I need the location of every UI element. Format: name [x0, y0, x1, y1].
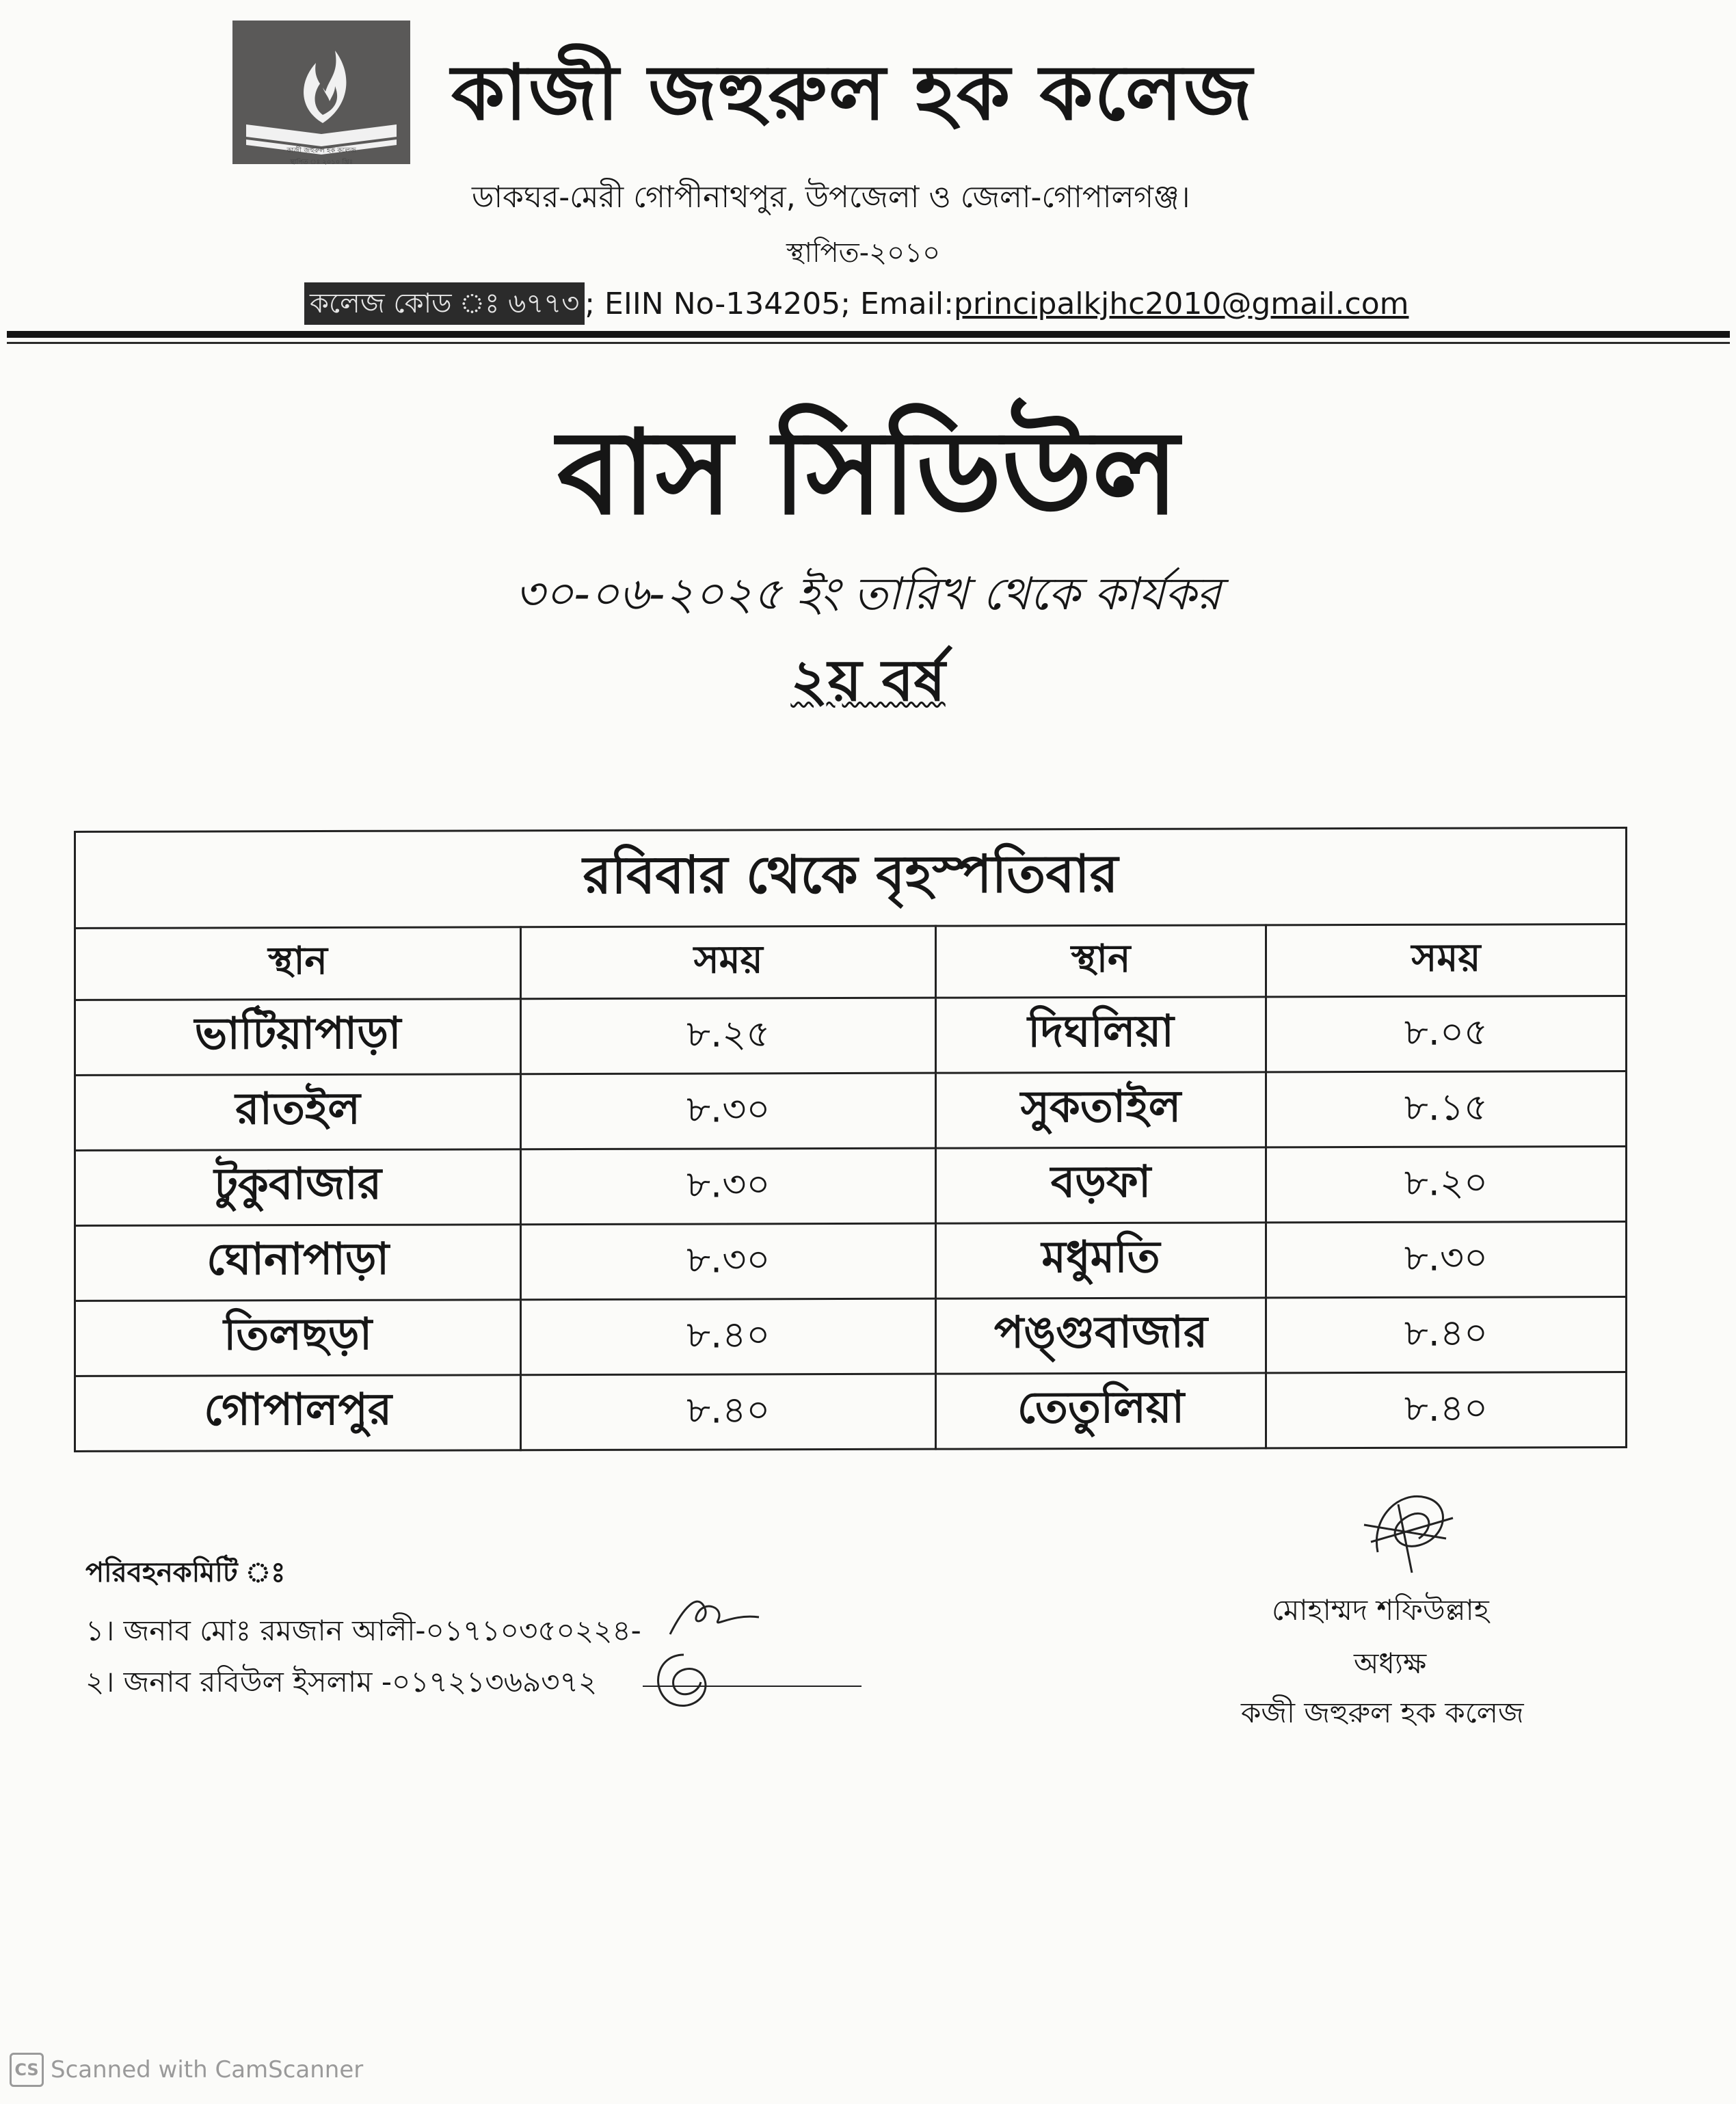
table-row — [75, 1222, 1627, 1301]
page-title: বাস সিডিউল — [557, 405, 1179, 541]
effective-date: ৩০-০৬-২০২৫ ইং তারিখ থেকে কার্যকর — [515, 568, 1221, 620]
year-label — [0, 636, 1736, 732]
table-row — [75, 996, 1627, 1076]
place-cell: টুকুবাজার — [75, 1149, 521, 1226]
place-cell: পঙ্গুবাজার — [936, 1298, 1266, 1374]
watermark-text: Scanned with CamScanner — [51, 2056, 364, 2083]
table-row — [75, 1147, 1627, 1226]
header-divider — [7, 331, 1730, 338]
column-header-place: স্থান — [936, 925, 1266, 998]
table-row — [75, 1297, 1627, 1376]
time-cell: ৮.০৫ — [1266, 996, 1626, 1072]
place-cell: ভাটিয়াপাড়া — [75, 999, 521, 1076]
place-cell: রাতইল — [75, 1074, 521, 1151]
principal-title: অধ্যক্ষ — [1354, 1647, 1427, 1680]
college-address: ডাকঘর-মেরী গোপীনাথপুর, উপজেলা ও জেলা-গোপালগঞ্জ। — [472, 180, 1190, 215]
time-cell: ৮.৩০ — [521, 1073, 936, 1149]
time-cell: ৮.২০ — [1266, 1147, 1626, 1223]
time-cell: ৮.৪০ — [521, 1299, 936, 1375]
contact-line — [304, 282, 1409, 325]
table-row — [75, 1071, 1627, 1151]
days-header: রবিবার থেকে বৃহস্পতিবার — [75, 828, 1627, 929]
time-cell: ৮.২৫ — [521, 998, 936, 1074]
committee-title: পরিবহনকমিটি ঃ — [85, 1557, 286, 1588]
committee-member: ২। জনাব রবিউল ইসলাম -০১৭২১৩৬৯৩৭২ — [85, 1665, 598, 1699]
time-cell: ৮.৪০ — [1266, 1372, 1626, 1448]
member-signature-2 — [643, 1641, 738, 1716]
column-header-time: সময় — [521, 926, 936, 999]
time-cell: ৮.১৫ — [1266, 1071, 1626, 1147]
email-link[interactable]: principalkjhc2010@gmail.com — [953, 286, 1409, 321]
column-header-place: স্থান — [75, 927, 521, 1000]
time-cell: ৮.৩০ — [1266, 1222, 1626, 1298]
time-cell: ৮.৪০ — [1266, 1297, 1626, 1373]
principal-name: মোহাম্মদ শফিউল্লাহ — [1272, 1593, 1489, 1627]
place-cell: দিঘলিয়া — [936, 997, 1266, 1073]
college-code: কলেজ কোড ঃ ৬৭৭৩ — [304, 282, 585, 325]
bus-schedule-table — [74, 827, 1627, 1452]
eiin-label: ; EIIN No-134205; Email: — [585, 286, 954, 321]
place-cell: গোপালপুর — [75, 1375, 521, 1452]
place-cell: তিলছড়া — [75, 1300, 521, 1376]
place-cell: ঘোনাপাড়া — [75, 1225, 521, 1301]
column-header-time: সময় — [1266, 924, 1626, 997]
logo-caption: কাজী জহুরুল হক কলেজ — [286, 147, 356, 155]
time-cell: ৮.৩০ — [521, 1223, 936, 1300]
place-cell: বড়ফা — [936, 1147, 1266, 1223]
time-cell: ৮.৪০ — [521, 1374, 936, 1450]
logo-caption-established: স্থাপিত ঃ ২০১০ খ্রিঃ — [289, 159, 353, 166]
principal-signature — [1350, 1477, 1467, 1580]
signature-line — [643, 1686, 862, 1687]
place-cell: মধুমতি — [936, 1223, 1266, 1299]
established-year: স্থাপিত-২০১০ — [786, 237, 941, 269]
college-logo — [232, 21, 410, 164]
camscanner-icon: CS — [10, 2053, 44, 2087]
time-cell: ৮.৩০ — [521, 1148, 936, 1225]
committee-member: ১। জনাব মোঃ রমজান আলী-০১৭১০৩৫০২২৪- — [85, 1614, 641, 1647]
flame-book-icon — [232, 21, 410, 164]
principal-college: কজী জহুরুল হক কলেজ — [1241, 1696, 1524, 1729]
header-divider-thin — [7, 342, 1730, 344]
place-cell: তেতুলিয়া — [936, 1373, 1266, 1449]
scanner-watermark — [10, 2053, 363, 2087]
year-text: ২য় বর্ষ — [790, 647, 946, 714]
member-signature-1 — [656, 1586, 766, 1648]
table-row — [75, 1372, 1627, 1452]
college-name: কাজী জহুরুল হক কলেজ — [451, 49, 1254, 137]
place-cell: সুকতাইল — [936, 1072, 1266, 1148]
